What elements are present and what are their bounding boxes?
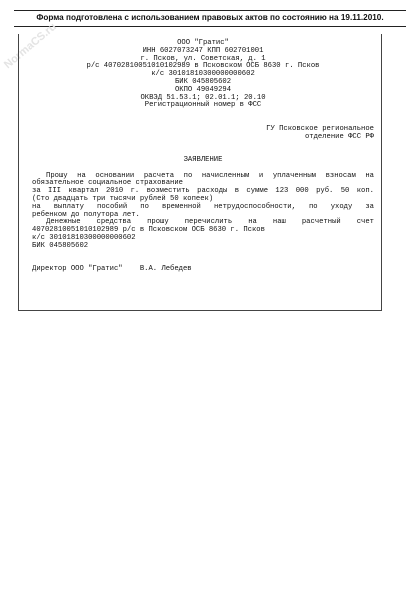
body-line: (Сто двадцать три тысячи рублей 50 копеек) bbox=[32, 194, 214, 203]
signature-line: Директор ООО "Гратис" В.А. Лебедев bbox=[32, 265, 192, 274]
body-line: за III квартал 2010 г. возместить расходы в сумме 123 000 руб. 50 коп. bbox=[32, 187, 374, 196]
org-okved: ОКВЭД 51.53.1; 02.01.1; 20.10 bbox=[140, 93, 266, 102]
body-line: на выплату пособий по временной нетрудоспособности, по уходу за bbox=[32, 202, 374, 211]
recipient-line-1: ГУ Псковское региональное bbox=[266, 124, 374, 133]
recipient-line-2: отделение ФСС РФ bbox=[304, 132, 374, 141]
form-source-note: Форма подготовлена с использованием правовых актов по состоянию на 19.11.2010. bbox=[36, 13, 384, 22]
org-inn-kpp: ИНН 6027073247 КПП 602701001 bbox=[142, 46, 264, 55]
body-line: 40702810051010102989 р/с в Псковском ОСБ 8630 г. Псков bbox=[32, 226, 265, 235]
org-account: р/с 40702810051010102989 в Псковском ОСБ 8630 г. Псков bbox=[86, 62, 320, 71]
org-address: г. Псков, ул. Советская, д. 1 bbox=[140, 54, 266, 63]
org-okpo: ОКПО 49049294 bbox=[174, 85, 232, 94]
body-line: обязательное социальное страхование bbox=[32, 179, 183, 188]
body-line: Денежные средства прошу перечислить на наш расчетный счет bbox=[46, 218, 374, 227]
org-bik: БИК 045805602 bbox=[174, 77, 232, 86]
body-line: Прошу на основании расчета по начисленным и уплаченным взносам на bbox=[46, 171, 374, 180]
body-line: ребенком до полутора лет. bbox=[32, 210, 140, 219]
org-name: ООО "Гратис" bbox=[177, 39, 229, 47]
top-rule bbox=[14, 10, 406, 11]
body-line: к/с 30101810300000000602 bbox=[32, 233, 136, 242]
body-line: БИК 045805602 bbox=[32, 241, 89, 250]
top-rule-bottom bbox=[14, 26, 406, 27]
watermark: NormaCS.ru bbox=[2, 20, 59, 72]
org-corr-account: к/с 30101810300000000602 bbox=[151, 70, 255, 79]
document-title: ЗАЯВЛЕНИЕ bbox=[183, 155, 223, 164]
org-fss-reg: Регистрационный номер в ФСС bbox=[144, 101, 262, 110]
application-document bbox=[32, 40, 374, 274]
